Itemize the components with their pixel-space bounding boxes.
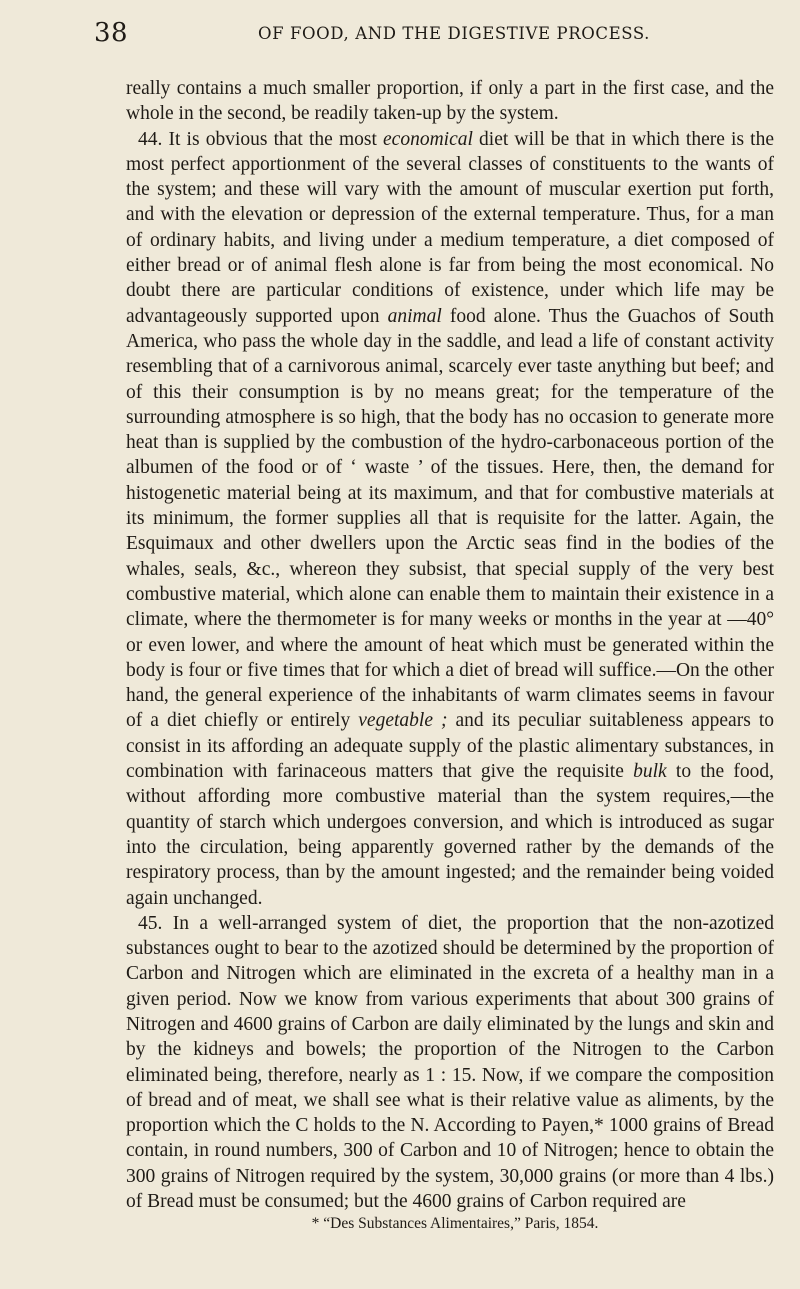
page-number: 38	[94, 18, 129, 48]
p44-italic-economical: economical	[383, 128, 473, 150]
running-title: OF FOOD, AND THE DIGESTIVE PROCESS.	[257, 24, 651, 43]
paragraph-44	[126, 127, 774, 911]
body-text	[126, 76, 774, 1214]
p44-italic-vegetable: vegetable ;	[358, 710, 448, 732]
footnote: * “Des Substances Alimentaires,” Paris, 1854.	[311, 1215, 599, 1233]
p44-text-e: to the food, without affording more combustive material than the system requires,—the quantity of starch which undergoes conversion, and which is introduced as sugar into the circulation, being apparently governed rather by the demands of the respiratory process, than by the amount ingested; and the remainder being voided again unchanged.	[126, 761, 774, 909]
paragraph-45: 45. In a well-arranged system of diet, the proportion that the non-azotized substances ought to bear to the azotized should be determined by the proportion of Carbon and Nitrogen which are eliminated in the excreta of a healthy man in a given period. Now we know from various experiments that about 300 grains of Nitrogen and 4600 grains of Carbon are daily eliminated by the lungs and skin and by the kidneys and bowels; the proportion of the Nitrogen to the Carbon eliminated being, therefore, nearly as 1 : 15. Now, if we compare the composition of bread and of meat, we shall see what is their relative value as aliments, by the proportion which the C holds to the N. According to Payen,* 1000 grains of Bread contain, in round numbers, 300 of Carbon and 10 of Nitrogen; hence to obtain the 300 grains of Nitrogen required by the system, 30,000 grains (or more than 4 lbs.) of Bread must be consumed; but the 4600 grains of Carbon required are	[126, 912, 774, 1213]
p44-text-d: and its peculiar suitableness appears to consist in its affording an adequate supply of the plastic alimentary substances, in combination with farinaceous matters that give the requisite	[126, 710, 774, 783]
paragraph-43-continued: really contains a much smaller proportion, if only a part in the first case, and the whole in the second, be readily taken-up by the system.	[126, 78, 774, 125]
p44-italic-animal: animal	[387, 305, 442, 327]
p44-italic-bulk: bulk	[633, 761, 667, 783]
running-head	[94, 0, 774, 48]
p44-text-c: food alone. Thus the Guachos of South America, who pass the whole day in the saddle, and lead a life of constant activity resembling that of a carnivorous animal, scarcely ever taste anything but beef; and of this their consumption is by no means great; for the temperature of the surrounding atmosphere is so high, that the body has no occasion to generate more heat than is supplied by the combustion of the hydro-carbonaceous portion of the albumen of the food or of ‘ waste ’ of the tissues. Here, then, the demand for histogenetic material being at its maximum, and that for combustive materials at its minimum, the former supplies all that is requisite for the latter. Again, the Esquimaux and other dwellers upon the Arctic seas find in the bodies of the whales, seals, &c., whereon they subsist, that special supply of the very best combustive material, which alone can enable them to maintain their existence in a climate, where the thermometer is for many weeks or months in the year at —40° or even lower, and where the amount of heat which must be generated within the body is four or five times that for which a diet of bread will suffice.—On the other hand, the general experience of the inhabitants of warm climates seems in favour of a diet chiefly or entirely	[126, 305, 774, 732]
p44-text-b: diet will be that in which there is the most perfect apportionment of the several classes of constituents to the wants of the system; and these will vary with the amount of muscular exertion put forth, and with the elevation or depression of the external temperature. Thus, for a man of ordinary habits, and living under a medium temperature, a diet composed of either bread or of animal flesh alone is far from being the most economical. No doubt there are particular conditions of existence, under which life may be advantageously supported upon	[126, 128, 774, 327]
p44-text-a: 44. It is obvious that the most	[138, 128, 384, 150]
